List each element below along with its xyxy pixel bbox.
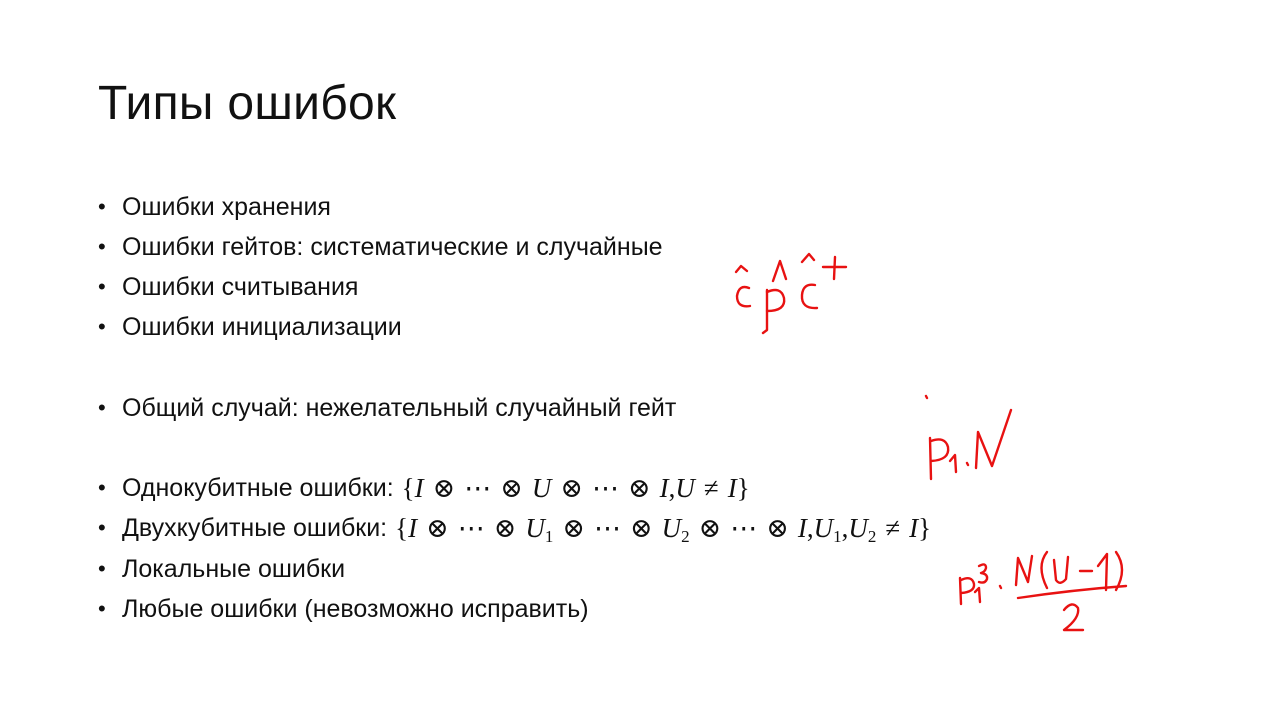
bullet-text: Локальные ошибки xyxy=(122,554,346,583)
tensor-symbol: ⊗ xyxy=(432,472,456,503)
bullet-text: Ошибки инициализации xyxy=(122,312,402,341)
unitary-symbol: U xyxy=(531,472,552,503)
neq-symbol: ≠ xyxy=(885,512,901,543)
bullet-general-case xyxy=(98,391,676,425)
subscript-2: 2 xyxy=(867,526,877,546)
unitary-symbol: U xyxy=(813,512,834,543)
bullet-local-errors xyxy=(98,552,345,586)
identity-symbol: I xyxy=(797,512,807,543)
brace-close: } xyxy=(918,512,932,543)
dots-symbol: ⋯ xyxy=(464,472,492,503)
tensor-symbol: ⊗ xyxy=(629,512,653,543)
single-qubit-formula xyxy=(402,473,750,504)
bullet-init-errors xyxy=(98,310,402,344)
bullet-text: Любые ошибки (невозможно исправить) xyxy=(122,594,589,623)
bullet-two-qubit-errors xyxy=(98,511,931,545)
gate-error-sketch xyxy=(736,254,846,333)
bullet-dot: • xyxy=(98,596,106,621)
unitary-symbol: U xyxy=(848,512,868,543)
bullet-dot: • xyxy=(98,395,106,420)
bullet-gate-errors xyxy=(98,230,663,264)
bullet-readout-errors xyxy=(98,270,358,304)
bullet-text: Общий случай: нежелательный случайный гейт xyxy=(122,393,677,422)
identity-symbol: I xyxy=(727,472,737,503)
neq-symbol: ≠ xyxy=(703,472,719,503)
bullet-dot: • xyxy=(98,274,106,299)
brace-open: { xyxy=(395,512,409,543)
unitary-symbol: U xyxy=(661,512,682,543)
brace-open: { xyxy=(401,472,415,503)
bullet-text: Ошибки считывания xyxy=(122,272,359,301)
bullet-text: Двухкубитные ошибки: xyxy=(122,513,388,542)
tensor-symbol: ⊗ xyxy=(562,512,585,543)
tensor-symbol: ⊗ xyxy=(493,512,517,543)
subscript-2: 2 xyxy=(681,526,690,546)
tensor-symbol: ⊗ xyxy=(426,512,449,543)
identity-symbol: I xyxy=(909,512,919,543)
tensor-symbol: ⊗ xyxy=(560,472,583,503)
bullet-dot: • xyxy=(98,234,106,259)
brace-close: } xyxy=(736,472,750,503)
comma-symbol: , xyxy=(841,512,849,543)
tensor-symbol: ⊗ xyxy=(628,472,651,503)
dots-symbol: ⋯ xyxy=(592,472,619,503)
bullet-text: Ошибки хранения xyxy=(122,192,331,221)
tensor-symbol: ⊗ xyxy=(500,472,523,503)
bullet-text: Однокубитные ошибки: xyxy=(122,473,394,502)
bullet-storage-errors xyxy=(98,190,331,224)
identity-symbol: I xyxy=(659,472,669,503)
subscript-1: 1 xyxy=(544,526,554,546)
bullet-any-errors xyxy=(98,592,589,626)
bullet-single-qubit-errors xyxy=(98,471,750,505)
bullet-dot: • xyxy=(98,515,106,540)
dots-symbol: ⋯ xyxy=(730,512,758,543)
unitary-symbol: U xyxy=(675,472,695,503)
comma-symbol: , xyxy=(668,472,676,503)
slide-title: Типы ошибок xyxy=(98,77,397,130)
bullet-dot: • xyxy=(98,194,106,219)
unitary-symbol: U xyxy=(525,512,545,543)
bullet-dot: • xyxy=(98,475,106,500)
p1-n-sketch xyxy=(926,396,1011,479)
two-qubit-formula xyxy=(395,513,931,544)
subscript-1: 1 xyxy=(833,526,842,546)
dots-symbol: ⋯ xyxy=(457,512,485,543)
bullet-text: Ошибки гейтов: систематические и случайные xyxy=(122,232,663,261)
bullet-dot: • xyxy=(98,556,106,581)
tensor-symbol: ⊗ xyxy=(698,512,722,543)
dots-symbol: ⋯ xyxy=(593,512,621,543)
bullet-dot: • xyxy=(98,314,106,339)
p1-cubed-fraction-sketch xyxy=(960,552,1126,630)
identity-symbol: I xyxy=(414,472,424,503)
identity-symbol: I xyxy=(408,512,418,543)
tensor-symbol: ⊗ xyxy=(766,512,789,543)
comma-symbol: , xyxy=(806,512,814,543)
